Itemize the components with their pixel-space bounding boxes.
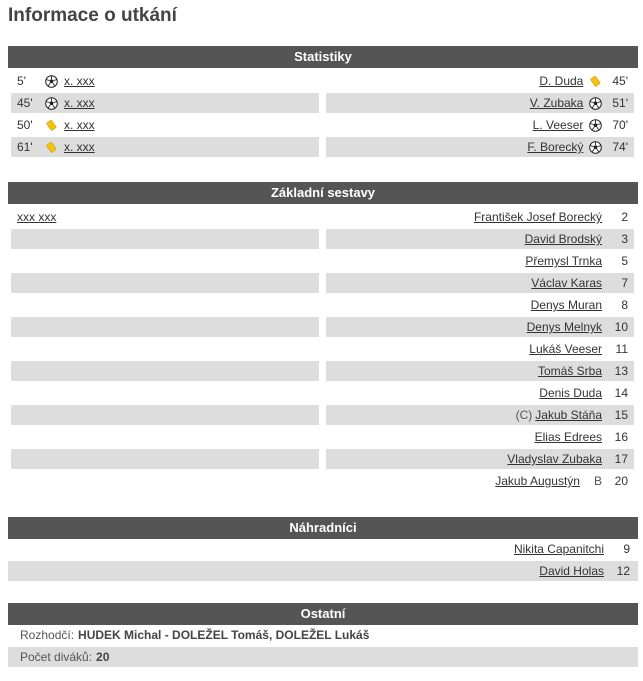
event-left	[11, 137, 319, 157]
jersey-number: 10	[614, 320, 628, 334]
goalkeeper-marker: B	[593, 474, 602, 488]
lineup-left	[11, 405, 319, 425]
lineup-right	[326, 273, 634, 293]
lineup-player-link[interactable]: David Brodský	[524, 232, 602, 246]
jersey-number: 3	[621, 232, 628, 246]
page-title: Informace o utkání	[8, 5, 177, 26]
event-minute: 45'	[17, 96, 33, 110]
jersey-number: 9	[623, 542, 630, 556]
lineup-right	[326, 207, 634, 227]
event-player-link[interactable]: V. Zubaka	[529, 96, 584, 110]
lineup-player-link[interactable]: Denis Duda	[539, 386, 602, 400]
lineup-player-link[interactable]: Elias Edrees	[534, 430, 602, 444]
lineup-right	[326, 405, 634, 425]
jersey-number: 2	[621, 210, 628, 224]
event-minute: 70'	[612, 118, 628, 132]
lineup-left	[11, 383, 319, 403]
lineup-left	[11, 361, 319, 381]
lineup-player-link[interactable]: Tomáš Srba	[537, 364, 602, 378]
ball-icon	[589, 141, 602, 154]
jersey-number: 11	[615, 342, 628, 356]
jersey-number: 14	[614, 386, 628, 400]
lineup-left	[11, 251, 319, 271]
referee-value: HUDEK Michal - DOLEŽEL Tomáš, DOLEŽEL Lukáš	[78, 628, 370, 642]
ball-icon	[45, 97, 58, 110]
lineup-right	[326, 339, 634, 359]
event-minute: 45'	[612, 74, 628, 88]
lineup-left	[11, 295, 319, 315]
lineup-player-link[interactable]: xxx xxx	[17, 210, 57, 224]
substitute-player-link[interactable]: David Holas	[539, 564, 604, 578]
event-right	[326, 71, 634, 91]
lineup-player-link[interactable]: Denys Muran	[530, 298, 602, 312]
ball-icon	[589, 97, 602, 110]
event-player-link[interactable]: x. xxx	[64, 74, 95, 88]
event-player-link[interactable]: x. xxx	[64, 140, 95, 154]
lineup-right	[326, 317, 634, 337]
event-player-link[interactable]: D. Duda	[539, 74, 584, 88]
event-minute: 61'	[17, 140, 33, 154]
event-left	[11, 71, 319, 91]
event-right	[326, 115, 634, 135]
lineup-right	[326, 449, 634, 469]
attendance-label: Počet diváků:	[20, 650, 93, 664]
lineup-left	[11, 207, 319, 227]
event-left	[11, 115, 319, 135]
lineup-right	[326, 427, 634, 447]
lineup-left	[11, 427, 319, 447]
lineup-player-link[interactable]: Jakub Augustýn	[495, 474, 580, 488]
jersey-number: 17	[614, 452, 628, 466]
substitute-row	[8, 539, 638, 559]
lineup-player-link[interactable]: Denys Melnyk	[526, 320, 602, 334]
lineup-left	[11, 339, 319, 359]
referee-label: Rozhodčí:	[20, 628, 75, 642]
lineup-player-link[interactable]: Přemysl Trnka	[525, 254, 602, 268]
lineup-left	[11, 273, 319, 293]
yellow-card-icon	[589, 75, 602, 88]
jersey-number: 8	[621, 298, 628, 312]
lineup-player-link[interactable]: Vladyslav Zubaka	[507, 452, 602, 466]
other-header: Ostatní	[8, 603, 638, 625]
jersey-number: 7	[621, 276, 628, 290]
yellow-card-icon	[45, 119, 58, 132]
jersey-number: 15	[614, 408, 628, 422]
lineup-left	[11, 471, 319, 491]
substitute-player-link[interactable]: Nikita Capanitchi	[513, 542, 604, 556]
event-minute: 50'	[17, 118, 33, 132]
ball-icon	[589, 119, 602, 132]
lineup-player-link[interactable]: Václav Karas	[531, 276, 602, 290]
event-minute: 74'	[612, 140, 628, 154]
referee-row	[8, 625, 638, 645]
jersey-number: 13	[614, 364, 628, 378]
event-player-link[interactable]: L. Veeser	[532, 118, 584, 132]
event-right	[326, 93, 634, 113]
event-minute: 5'	[17, 74, 26, 88]
lineups-header: Základní sestavy	[8, 182, 638, 204]
event-right	[326, 137, 634, 157]
jersey-number: 12	[616, 564, 630, 578]
yellow-card-icon	[45, 141, 58, 154]
lineup-right	[326, 295, 634, 315]
attendance-row	[8, 647, 638, 667]
lineup-right	[326, 229, 634, 249]
lineup-player-link[interactable]: Jakub Stáňa	[535, 408, 602, 422]
captain-marker: (C)	[515, 408, 533, 422]
event-player-link[interactable]: F. Borecký	[527, 140, 584, 154]
substitutes-header: Náhradníci	[8, 517, 638, 539]
substitute-row	[8, 561, 638, 581]
lineup-right	[326, 361, 634, 381]
event-minute: 51'	[612, 96, 628, 110]
event-left	[11, 93, 319, 113]
attendance-value: 20	[96, 650, 110, 664]
ball-icon	[45, 75, 58, 88]
event-player-link[interactable]: x. xxx	[64, 118, 95, 132]
jersey-number: 5	[621, 254, 628, 268]
statistics-header: Statistiky	[8, 46, 638, 68]
lineup-left	[11, 449, 319, 469]
jersey-number: 20	[614, 474, 628, 488]
lineup-player-link[interactable]: František Josef Borecký	[473, 210, 602, 224]
jersey-number: 16	[614, 430, 628, 444]
lineup-left	[11, 317, 319, 337]
lineup-right	[326, 251, 634, 271]
event-player-link[interactable]: x. xxx	[64, 96, 95, 110]
lineup-right	[326, 471, 634, 491]
lineup-right	[326, 383, 634, 403]
lineup-player-link[interactable]: Lukáš Veeser	[529, 342, 602, 356]
lineup-left	[11, 229, 319, 249]
